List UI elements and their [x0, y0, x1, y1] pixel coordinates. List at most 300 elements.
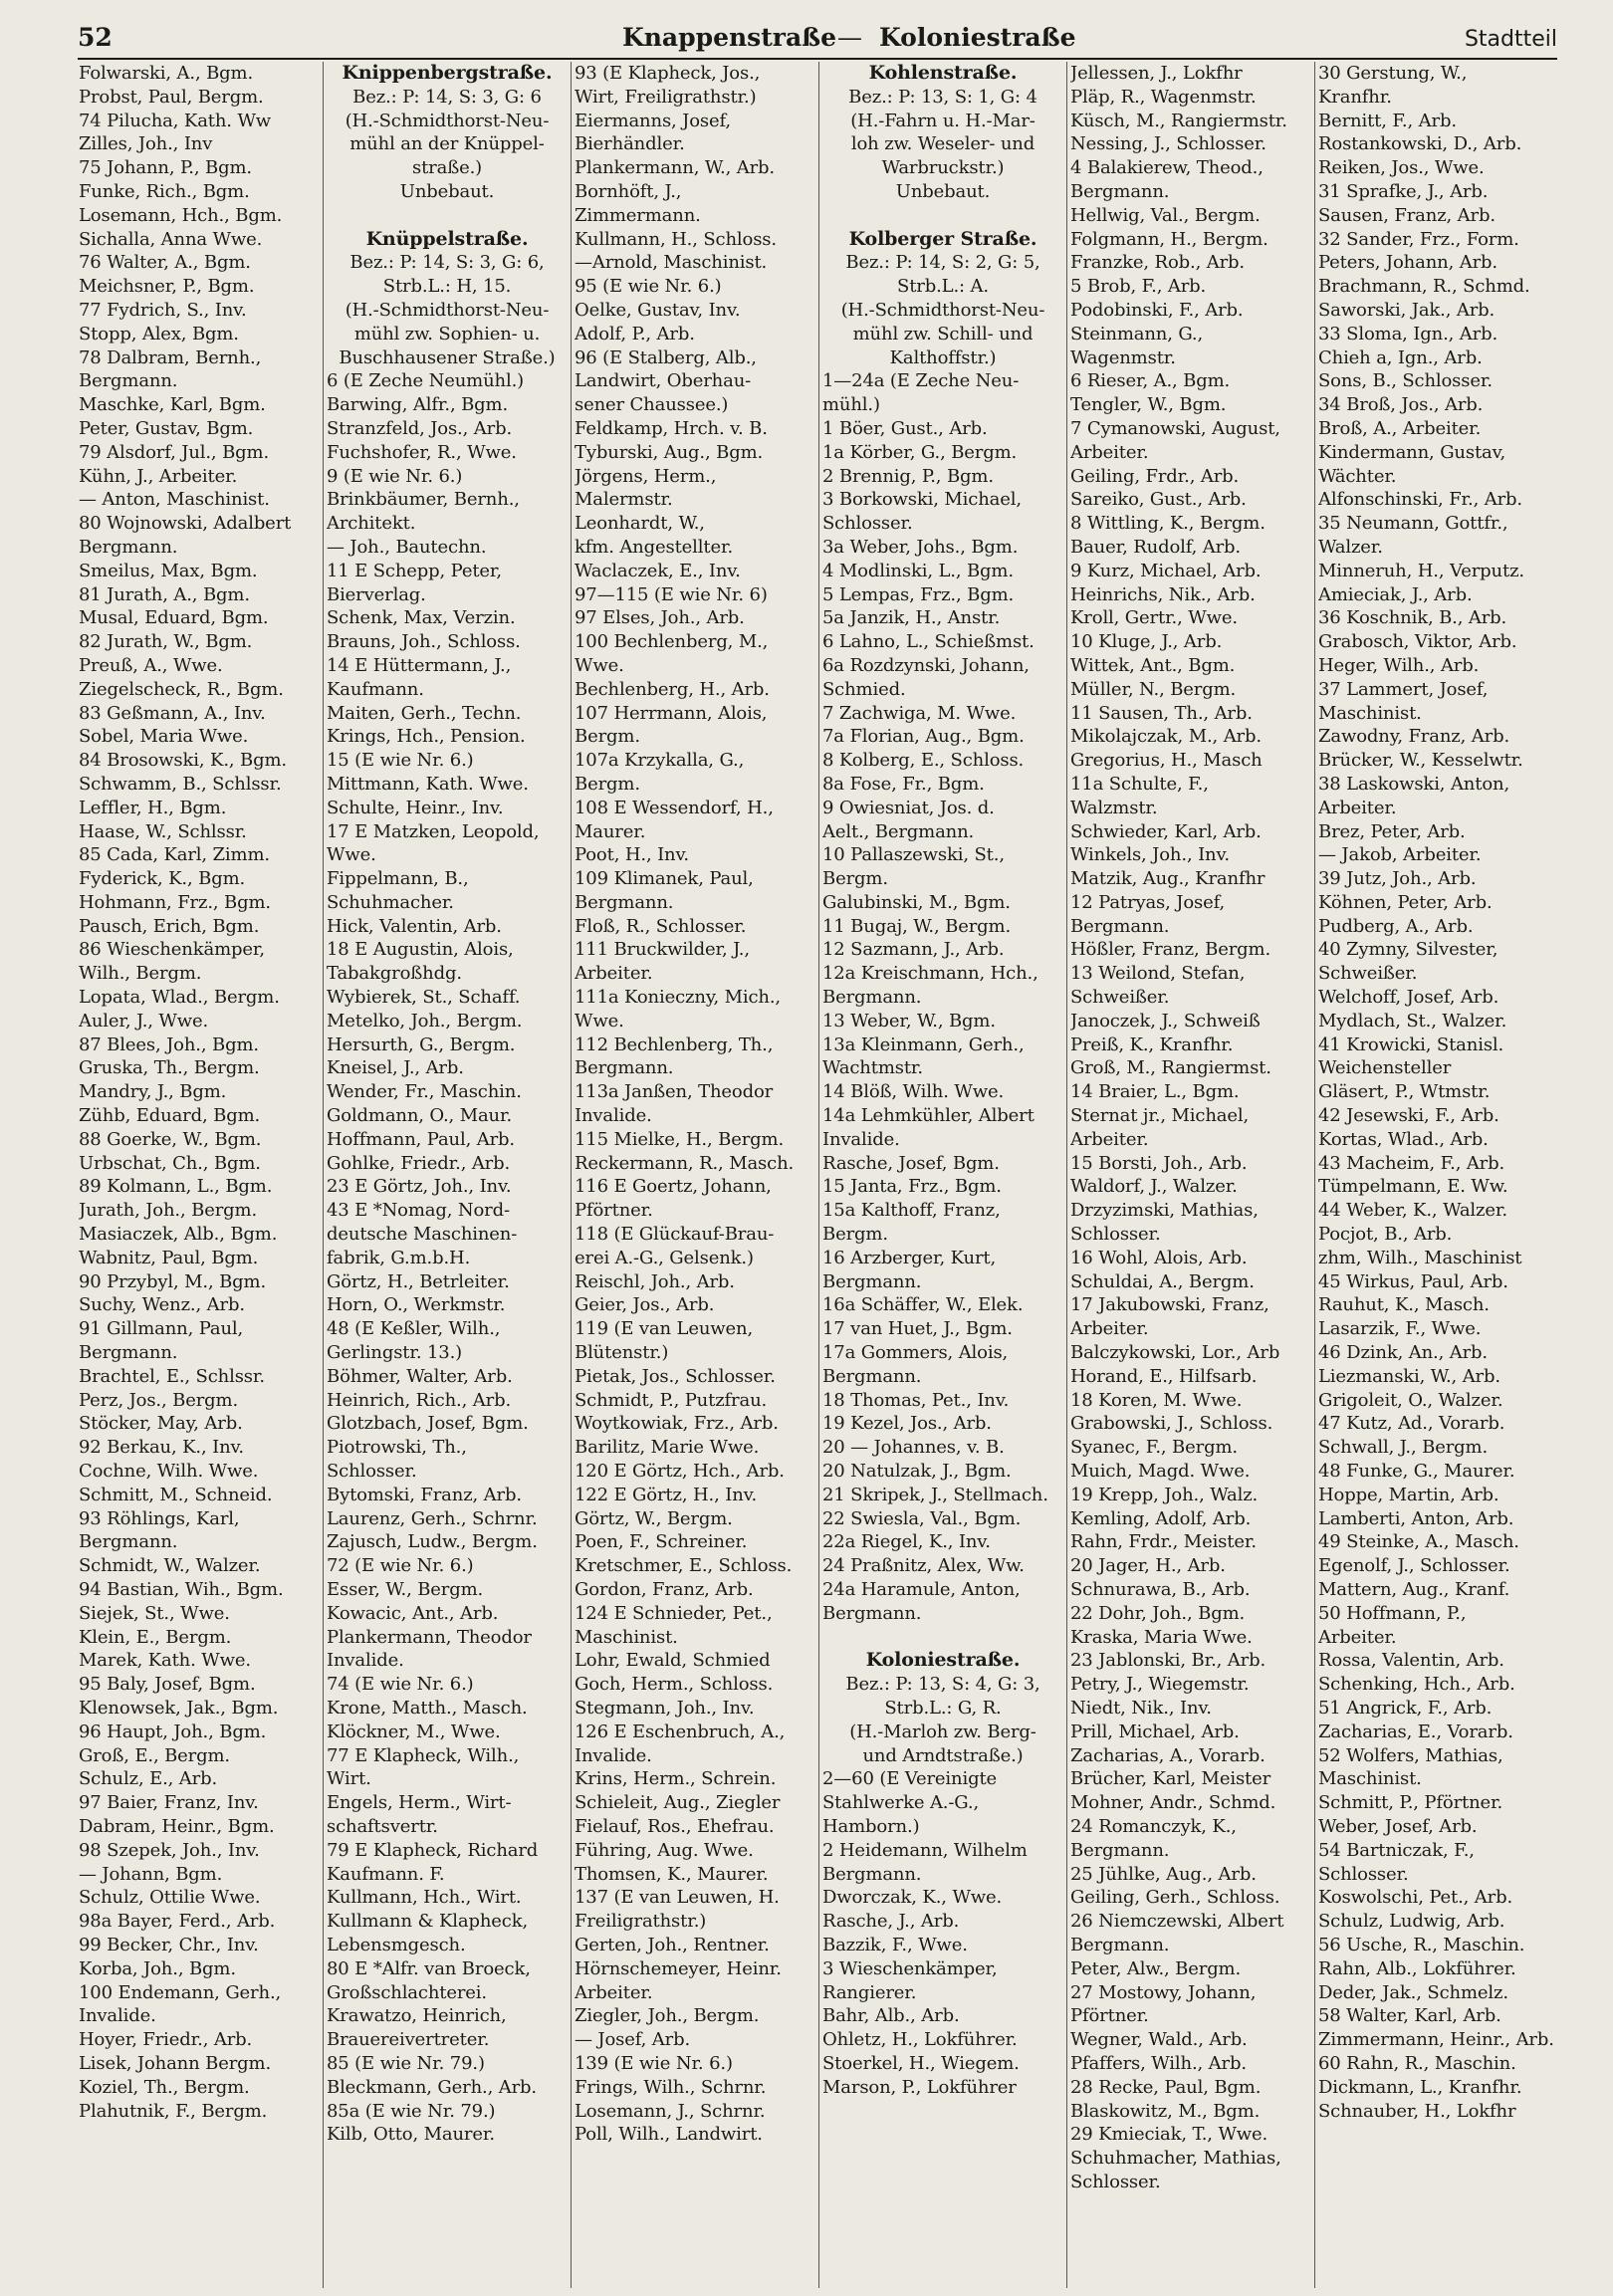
directory-entry: Sternat jr., Michael, [1070, 1105, 1250, 1127]
directory-entry: Schweißer. [1070, 987, 1170, 1009]
directory-entry: 1 Böer, Gust., Arb. [822, 417, 988, 439]
directory-entry: Hößler, Franz, Bergm. [1070, 939, 1271, 961]
directory-entry: 77 E Klapheck, Wilh., [327, 1744, 520, 1766]
directory-entry: Pläp, R., Wagenmstr. [1070, 86, 1257, 108]
street-info: loh zw. Weseler- und [850, 133, 1036, 155]
column-4 [819, 62, 1067, 2288]
directory-entry: 3 Wieschenkämper, [822, 1957, 998, 1979]
directory-entry: Geiling, Frdr., Arb. [1070, 465, 1240, 487]
directory-entry: — Josef, Arb. [575, 2029, 691, 2051]
directory-entry: 16a Schäffer, W., Elek. [822, 1294, 1024, 1316]
directory-entry: Liezmanski, W., Arb. [1318, 1365, 1500, 1387]
directory-entry: 97 Elses, Joh., Arb. [575, 607, 745, 629]
directory-entry: Ziegelscheck, R., Bgm. [79, 678, 284, 700]
street-heading: Knüppelstraße. [365, 227, 529, 250]
directory-entry: Pietak, Jos., Schlosser. [575, 1365, 776, 1387]
directory-entry: Schuldai, A., Bergm. [1070, 1270, 1255, 1292]
directory-entry: Janoczek, J., Schweiß [1070, 1010, 1261, 1032]
directory-entry: 25 Jühlke, Aug., Arb. [1070, 1863, 1257, 1885]
directory-entry: Horn, O., Werkmstr. [327, 1294, 506, 1316]
directory-entry: Reckermann, R., Masch. [575, 1152, 795, 1174]
directory-entry: 3a Weber, Johs., Bgm. [822, 536, 1019, 558]
directory-entry: Mydlach, St., Walzer. [1318, 1010, 1507, 1032]
directory-entry: 22a Riegel, K., Inv. [822, 1531, 991, 1553]
directory-entry: Freiligrathstr.) [575, 1911, 707, 1933]
directory-entry: Bergmann. [1070, 1839, 1170, 1861]
directory-entry: Kretschmer, E., Schloss. [575, 1555, 793, 1577]
street-info: mühl zw. Sophien- u. [353, 323, 541, 344]
street-info: mühl an der Knüppel- [349, 133, 545, 155]
directory-entry: Brücher, Karl, Meister [1070, 1768, 1271, 1790]
directory-entry: Reiken, Jos., Wwe. [1318, 157, 1485, 179]
directory-entry: 11 E Schepp, Peter, [327, 560, 502, 581]
directory-entry: Grabowski, J., Schloss. [1070, 1413, 1273, 1435]
directory-entry: Goch, Herm., Schloss. [575, 1674, 774, 1696]
directory-entry: Kullmann, H., Schloss. [575, 228, 777, 250]
directory-entry: 23 E Görtz, Joh., Inv. [327, 1176, 512, 1198]
street-info: Bez.: P: 14, S: 3, G: 6, [349, 252, 545, 274]
directory-entry: Brauns, Joh., Schloss. [327, 631, 521, 653]
directory-entry: 20 — Johannes, v. B. [822, 1437, 1005, 1459]
directory-entry: Wwe. [575, 654, 624, 676]
directory-entry: Funke, Rich., Bgm. [79, 180, 250, 202]
directory-entry: Steinmann, G., [1070, 323, 1204, 344]
directory-entry: Stahlwerke A.-G., [822, 1792, 980, 1814]
directory-entry: Schulz, Ludwig, Arb. [1318, 1911, 1505, 1933]
directory-entry: Plahutnik, F., Bergm. [79, 2100, 268, 2122]
directory-entry: Kortas, Wlad., Arb. [1318, 1128, 1489, 1150]
directory-entry: 100 Endemann, Gerh., [79, 1981, 282, 2003]
directory-entry: Preiß, K., Kranfhr. [1070, 1033, 1234, 1055]
directory-entry: Kühn, J., Arbeiter. [79, 465, 238, 487]
directory-entry: Brez, Peter, Arb. [1318, 820, 1466, 842]
directory-entry: Gregorius, H., Masch [1070, 750, 1263, 772]
directory-entry: Egenolf, J., Schlosser. [1318, 1555, 1510, 1577]
directory-entry: Sausen, Franz, Arb. [1318, 204, 1496, 226]
directory-entry: Oelke, Gustav, Inv. [575, 299, 741, 321]
directory-entry: Grabosch, Viktor, Arb. [1318, 631, 1517, 653]
directory-entry: Urbschat, Ch., Bgm. [79, 1152, 261, 1174]
street-range-dash: — [837, 23, 862, 52]
directory-entry: Bergm. [822, 1224, 888, 1246]
directory-entry: 15a Kalthoff, Franz, [822, 1200, 1001, 1222]
directory-entry: Kemling, Adolf, Arb. [1070, 1507, 1252, 1529]
directory-entry: Chieh a, Ign., Arb. [1318, 346, 1483, 368]
directory-entry: 84 Brosowski, K., Bgm. [79, 750, 287, 772]
directory-entry: 85a (E wie Nr. 79.) [327, 2100, 496, 2122]
street-info: mühl zw. Schill- und [852, 323, 1034, 344]
directory-entry: 20 Natulzak, J., Bgm. [822, 1461, 1012, 1483]
directory-entry: Kranfhr. [1318, 86, 1392, 108]
directory-entry: 15 (E wie Nr. 6.) [327, 750, 474, 772]
directory-entry: Heinrich, Rich., Arb. [327, 1389, 512, 1411]
directory-entry: Losemann, Hch., Bgm. [79, 204, 283, 226]
directory-entry: Bergmann. [79, 370, 178, 392]
directory-entry: Schmitt, M., Schneid. [79, 1484, 273, 1505]
directory-entry: Lasarzik, F., Wwe. [1318, 1318, 1482, 1340]
directory-entry: Wegner, Wald., Arb. [1070, 2029, 1248, 2051]
directory-entry: Kroll, Gertr., Wwe. [1070, 607, 1238, 629]
directory-entry: Bergmann. [1070, 915, 1170, 937]
directory-entry: Führing, Aug. Wwe. [575, 1839, 754, 1861]
directory-entry: Bergm. [575, 773, 640, 795]
directory-entry: Folwarski, A., Bgm. [79, 63, 254, 84]
directory-columns [76, 62, 1565, 2288]
directory-entry: Peter, Gustav, Bgm. [79, 417, 254, 439]
directory-entry: Zimmermann. [575, 204, 701, 226]
directory-entry: Pudberg, A., Arb. [1318, 915, 1474, 937]
directory-entry: Maschinist. [1318, 1768, 1422, 1790]
street-info: Warbruckstr.) [881, 157, 1005, 179]
street-info: Strb.L.: A. [897, 276, 989, 298]
directory-entry: Rangierer. [822, 1981, 917, 2003]
directory-entry: 19 Kezel, Jos., Arb. [822, 1413, 992, 1435]
directory-entry: 14 Braier, L., Bgm. [1070, 1081, 1240, 1103]
directory-entry: Niedt, Nik., Inv. [1070, 1697, 1212, 1719]
directory-entry: Schnauber, H., Lokfhr [1318, 2100, 1516, 2122]
directory-entry: Bornhöft, J., [575, 180, 682, 202]
directory-entry: 38 Laskowski, Anton, [1318, 773, 1510, 795]
directory-entry: 79 Alsdorf, Jul., Bgm. [79, 441, 270, 463]
directory-entry: Alfonschinski, Fr., Arb. [1318, 489, 1522, 511]
directory-entry: Schwall, J., Bergm. [1318, 1437, 1489, 1459]
directory-entry: Zawodny, Franz, Arb. [1318, 726, 1510, 748]
directory-entry: Rostankowski, D., Arb. [1318, 133, 1522, 155]
column-5 [1067, 62, 1315, 2288]
directory-entry: Barilitz, Marie Wwe. [575, 1437, 760, 1459]
directory-entry: 56 Usche, R., Maschin. [1318, 1934, 1525, 1955]
directory-entry: sener Chaussee.) [575, 394, 729, 416]
directory-entry: Bytomski, Franz, Arb. [327, 1484, 522, 1505]
directory-entry: Hellwig, Val., Bergm. [1070, 204, 1261, 226]
directory-entry: Walzer. [1318, 536, 1383, 558]
directory-entry: 4 Modlinski, L., Bgm. [822, 560, 1014, 581]
directory-entry: Hohmann, Frz., Bgm. [79, 891, 271, 913]
street-info: (H.-Schmidthorst-Neu- [840, 299, 1045, 321]
directory-entry: Invalide. [79, 2005, 156, 2027]
directory-entry: Gerlingstr. 13.) [327, 1342, 463, 1364]
directory-entry: Losemann, J., Schrnr. [575, 2100, 766, 2122]
directory-entry: Tengler, W., Bgm. [1070, 394, 1227, 416]
directory-entry: Architekt. [327, 513, 416, 535]
directory-entry: 3 Borkowski, Michael, [822, 489, 1022, 511]
street-info: (H.-Schmidthorst-Neu- [345, 299, 550, 321]
directory-entry: 85 (E wie Nr. 79.) [327, 2052, 485, 2074]
directory-entry: Franzke, Rob., Arb. [1070, 252, 1245, 274]
directory-entry: Plankermann, Theodor [327, 1626, 532, 1648]
directory-entry: Rauhut, K., Masch. [1318, 1294, 1490, 1316]
directory-entry: Jurath, Joh., Bergm. [79, 1200, 258, 1222]
directory-entry: Arbeiter. [1318, 1626, 1397, 1648]
directory-entry: 119 (E van Leuwen, [575, 1318, 754, 1340]
directory-entry: Wabnitz, Paul, Bgm. [79, 1247, 259, 1268]
directory-entry: Heger, Wilh., Arb. [1318, 654, 1480, 676]
directory-entry: Bechlenberg, H., Arb. [575, 678, 770, 700]
directory-entry: Peters, Johann, Arb. [1318, 252, 1498, 274]
directory-entry: 45 Wirkus, Paul, Arb. [1318, 1270, 1508, 1292]
directory-entry: Eiermanns, Josef, [575, 110, 731, 131]
directory-entry: Glotzbach, Josef, Bgm. [327, 1413, 529, 1435]
directory-entry: 76 Walter, A., Bgm. [79, 252, 251, 274]
street-info: Strb.L.: H, 15. [382, 276, 512, 298]
directory-entry: 27 Mostowy, Johann, [1070, 1981, 1257, 2003]
directory-entry: Wybierek, St., Schaff. [327, 987, 521, 1009]
directory-entry: Landwirt, Oberhau- [575, 370, 752, 392]
directory-entry: Klöckner, M., Wwe. [327, 1721, 501, 1742]
directory-entry: Großschlachterei. [327, 1981, 487, 2003]
directory-entry: Schulte, Heinr., Inv. [327, 797, 504, 818]
directory-entry: Müller, N., Bergm. [1070, 678, 1237, 700]
street-heading: Kohlenstraße. [868, 62, 1018, 84]
directory-entry: Aelt., Bergmann. [822, 820, 975, 842]
directory-entry: Görtz, W., Bergm. [575, 1507, 733, 1529]
directory-entry: Malermstr. [575, 489, 673, 511]
directory-entry: 17a Gommers, Alois, [822, 1342, 1009, 1364]
directory-entry: Wirt, Freiligrathstr.) [575, 86, 757, 108]
directory-entry: Groß, M., Rangiermst. [1070, 1057, 1271, 1079]
directory-entry: Schnurawa, B., Arb. [1070, 1579, 1251, 1600]
directory-entry: Maschke, Karl, Bgm. [79, 394, 266, 416]
directory-entry: 17 van Huet, J., Bgm. [822, 1318, 1013, 1340]
directory-entry: Galubinski, M., Bgm. [822, 891, 1011, 913]
directory-entry: Kindermann, Gustav, [1318, 441, 1506, 463]
directory-entry: Krins, Herm., Schrein. [575, 1768, 777, 1790]
directory-entry: Arbeiter. [1070, 1128, 1149, 1150]
directory-entry: 43 Macheim, F., Arb. [1318, 1152, 1505, 1174]
directory-entry: fabrik, G.m.b.H. [327, 1247, 471, 1268]
directory-entry: Sareiko, Gust., Arb. [1070, 489, 1247, 511]
directory-entry: Böhmer, Walter, Arb. [327, 1365, 513, 1387]
directory-entry: 13 Weilond, Stefan, [1070, 963, 1246, 985]
directory-entry: Schmidt, P., Putzfrau. [575, 1389, 768, 1411]
directory-entry: Maurer. [575, 820, 646, 842]
street-range-start: Knappenstraße [622, 23, 837, 52]
directory-entry: Gohlke, Friedr., Arb. [327, 1152, 511, 1174]
directory-entry: Engels, Herm., Wirt- [327, 1792, 512, 1814]
directory-entry: 23 Jablonski, Br., Arb. [1070, 1650, 1267, 1672]
directory-entry: Stopp, Alex, Bgm. [79, 323, 239, 344]
directory-entry: Schenk, Max, Verzin. [327, 607, 516, 629]
directory-entry: Welchoff, Josef, Arb. [1318, 987, 1499, 1009]
directory-entry: zhm, Wilh., Maschinist [1318, 1247, 1522, 1268]
directory-entry: 8a Fose, Fr., Bgm. [822, 773, 985, 795]
directory-entry: Schulz, Ottilie Wwe. [79, 1887, 261, 1909]
directory-entry: Invalide. [575, 1105, 652, 1127]
directory-entry: 26 Niemczewski, Albert [1070, 1911, 1284, 1933]
directory-entry: Horand, E., Hilfsarb. [1070, 1365, 1258, 1387]
column-3 [572, 62, 819, 2288]
directory-entry: Bierhändler. [575, 133, 685, 155]
directory-entry: 98 Szepek, Joh., Inv. [79, 1839, 260, 1861]
directory-entry: Masiaczek, Alb., Bgm. [79, 1224, 278, 1246]
directory-entry: Brinkbäumer, Bernh., [327, 489, 520, 511]
directory-entry: — Joh., Bautechn. [327, 536, 487, 558]
directory-entry: 4 Balakierew, Theod., [1070, 157, 1264, 179]
directory-entry: 5 Lempas, Frz., Bgm. [822, 583, 1015, 605]
directory-entry: Leffler, H., Bgm. [79, 797, 227, 818]
directory-entry: Gerten, Joh., Rentner. [575, 1934, 770, 1955]
directory-entry: Weber, Josef, Arb. [1318, 1815, 1478, 1837]
directory-entry: Wittek, Ant., Bgm. [1070, 654, 1236, 676]
directory-entry: Mandry, J., Bgm. [79, 1081, 227, 1103]
directory-entry: 81 Jurath, A., Bgm. [79, 583, 250, 605]
directory-entry: 112 Bechlenberg, Th., [575, 1033, 774, 1055]
directory-entry: 19 Krepp, Joh., Walz. [1070, 1484, 1259, 1505]
directory-entry: Blaskowitz, M., Bgm. [1070, 2100, 1261, 2122]
directory-entry: Woytkowiak, Frz., Arb. [575, 1413, 779, 1435]
directory-entry: Gordon, Franz, Arb. [575, 1579, 754, 1600]
directory-entry: 97—115 (E wie Nr. 6) [575, 583, 768, 605]
directory-entry: Winkels, Joh., Inv. [1070, 844, 1230, 866]
directory-entry: Lamberti, Anton, Arb. [1318, 1507, 1514, 1529]
directory-entry: 7 Cymanowski, August, [1070, 417, 1280, 439]
directory-entry: Amieciak, J., Arb. [1318, 583, 1473, 605]
spacer [822, 1626, 1063, 1650]
directory-entry: 17 Jakubowski, Franz, [1070, 1294, 1269, 1316]
directory-entry: 11a Schulte, F., [1070, 773, 1209, 795]
directory-entry: Arbeiter. [575, 963, 653, 985]
directory-entry: Wilh., Bergm. [79, 963, 202, 985]
directory-entry: Suchy, Wenz., Arb. [79, 1294, 245, 1316]
directory-entry: Metelko, Joh., Bergm. [327, 1010, 523, 1032]
directory-entry: 37 Lammert, Josef, [1318, 678, 1489, 700]
directory-entry: 75 Johann, P., Bgm. [79, 157, 252, 179]
directory-entry: Walzmstr. [1070, 797, 1158, 818]
directory-entry: 9 Owiesniat, Jos. d. [822, 797, 995, 818]
directory-entry: Bergm. [822, 868, 888, 890]
directory-entry: Tyburski, Aug., Bgm. [575, 441, 764, 463]
directory-entry: Tabakgroßhdg. [327, 963, 462, 985]
directory-entry: — Johann, Bgm. [79, 1863, 223, 1885]
directory-entry: 24 Praßnitz, Alex, Ww. [822, 1555, 1025, 1577]
directory-entry: 15 Janta, Frz., Bgm. [822, 1176, 1002, 1198]
directory-entry: Bergmann. [575, 1057, 674, 1079]
directory-entry: Leonhardt, W., [575, 513, 705, 535]
directory-entry: Wwe. [575, 1010, 624, 1032]
page-number: 52 [78, 23, 113, 52]
directory-entry: 30 Gerstung, W., [1318, 63, 1468, 84]
directory-entry: Zacharias, A., Vorarb. [1070, 1744, 1266, 1766]
directory-entry: Tümpelmann, E. Ww. [1318, 1176, 1508, 1198]
directory-entry: 9 (E wie Nr. 6.) [327, 465, 463, 487]
directory-entry: 51 Angrick, F., Arb. [1318, 1697, 1493, 1719]
directory-entry: Ohletz, H., Lokführer. [822, 2029, 1018, 2051]
directory-entry: 2—60 (E Vereinigte [822, 1768, 998, 1790]
spacer [822, 204, 1063, 228]
directory-entry: Kilb, Otto, Maurer. [327, 2124, 495, 2146]
directory-entry: 9 Kurz, Michael, Arb. [1070, 560, 1262, 581]
directory-entry: Küsch, M., Rangiermstr. [1070, 110, 1287, 131]
directory-entry: Köhnen, Peter, Arb. [1318, 891, 1493, 913]
directory-entry: Bierverlag. [327, 583, 426, 605]
directory-entry: 95 (E wie Nr. 6.) [575, 276, 722, 298]
directory-entry: Koziel, Th., Bergm. [79, 2076, 250, 2098]
directory-entry: 118 (E Glückauf-Brau- [575, 1224, 775, 1246]
directory-entry: Geier, Jos., Arb. [575, 1294, 715, 1316]
directory-entry: Zacharias, E., Vorarb. [1318, 1721, 1513, 1742]
directory-entry: 72 (E wie Nr. 6.) [327, 1555, 474, 1577]
street-info: (H.-Fahrn u. H.-Mar- [850, 110, 1036, 131]
directory-entry: 39 Jutz, Joh., Arb. [1318, 868, 1477, 890]
directory-entry: Bergm. [575, 726, 640, 748]
directory-entry: Prill, Michael, Arb. [1070, 1721, 1240, 1742]
directory-entry: Schlosser. [327, 1461, 417, 1483]
directory-entry: Mittmann, Kath. Wwe. [327, 773, 529, 795]
directory-entry: Adolf, P., Arb. [575, 323, 695, 344]
directory-entry: 95 Baly, Josef, Bgm. [79, 1674, 256, 1696]
directory-entry: 48 Funke, G., Maurer. [1318, 1461, 1515, 1483]
directory-entry: 8 Wittling, K., Bergm. [1070, 513, 1266, 535]
page-header [78, 18, 1557, 60]
directory-entry: 10 Pallaszewski, St., [822, 844, 1005, 866]
directory-entry: Bergmann. [1070, 1934, 1170, 1955]
directory-entry: Musal, Eduard, Bgm. [79, 607, 269, 629]
directory-entry: Nessing, J., Schlosser. [1070, 133, 1267, 155]
street-info: Bez.: P: 14, S: 3, G: 6 [352, 86, 542, 108]
directory-entry: Schenking, Hch., Arb. [1318, 1674, 1515, 1696]
directory-entry: Rasche, J., Arb. [822, 1911, 960, 1933]
directory-entry: 7 Zachwiga, M. Wwe. [822, 702, 1017, 724]
directory-entry: 31 Sprafke, J., Arb. [1318, 180, 1489, 202]
directory-entry: 15 Borsti, Joh., Arb. [1070, 1152, 1248, 1174]
directory-entry: schaftsvertr. [327, 1815, 438, 1837]
directory-entry: Arbeiter. [575, 1981, 653, 2003]
directory-entry: Pförtner. [1070, 2005, 1149, 2027]
directory-entry: Poll, Wilh., Landwirt. [575, 2124, 763, 2146]
directory-entry: Marson, P., Lokführer [822, 2076, 1017, 2098]
directory-entry: Lisek, Johann Bergm. [79, 2052, 272, 2074]
directory-entry: Poot, H., Inv. [575, 844, 689, 866]
directory-entry: 97 Baier, Franz, Inv. [79, 1792, 259, 1814]
directory-entry: 2 Heidemann, Wilhelm [822, 1839, 1028, 1861]
column-6 [1315, 62, 1563, 2288]
directory-entry: 96 (E Stalberg, Alb., [575, 346, 757, 368]
directory-entry: 11 Bugaj, W., Bergm. [822, 915, 1012, 937]
directory-entry: 6a Rozdzynski, Johann, [822, 654, 1030, 676]
directory-entry: Bergmann. [822, 1365, 922, 1387]
directory-entry: Ziegler, Joh., Bergm. [575, 2005, 760, 2027]
directory-entry: Peter, Alw., Bergm. [1070, 1957, 1242, 1979]
directory-entry: Schwamm, B., Schlssr. [79, 773, 282, 795]
directory-entry: Bergmann. [822, 1270, 922, 1292]
directory-entry: 24a Haramule, Anton, [822, 1579, 1021, 1600]
directory-entry: Kaufmann. [327, 678, 424, 700]
directory-entry: 22 Swiesla, Val., Bgm. [822, 1507, 1022, 1529]
directory-entry: Reischl, Joh., Arb. [575, 1270, 735, 1292]
spacer [327, 204, 568, 228]
directory-entry: Schulz, E., Arb. [79, 1768, 218, 1790]
directory-entry: Fuchshofer, R., Wwe. [327, 441, 517, 463]
directory-entry: Stoerkel, H., Wiegem. [822, 2052, 1020, 2074]
directory-entry: 18 Koren, M. Wwe. [1070, 1389, 1243, 1411]
directory-entry: 93 (E Klapheck, Jos., [575, 63, 761, 84]
street-info: Unbebaut. [895, 180, 991, 202]
street-info: straße.) [411, 157, 483, 179]
directory-entry: Muich, Magd. Wwe. [1070, 1461, 1251, 1483]
street-info: (H.-Marloh zw. Berg- [849, 1721, 1037, 1742]
directory-entry: 2 Brennig, P., Bgm. [822, 465, 994, 487]
directory-entry: 92 Berkau, K., Inv. [79, 1437, 245, 1459]
directory-entry: Kullmann, Hch., Wirt. [327, 1887, 522, 1909]
directory-entry: Brachmann, R., Schmd. [1318, 276, 1530, 298]
directory-entry: 115 Mielke, H., Bergm. [575, 1128, 785, 1150]
directory-entry: 99 Becker, Chr., Inv. [79, 1934, 259, 1955]
street-info: Bez.: P: 13, S: 1, G: 4 [848, 86, 1037, 108]
directory-entry: Maiten, Gerh., Techn. [327, 702, 522, 724]
directory-entry: Syanec, F., Bergm. [1070, 1437, 1238, 1459]
directory-entry: Schlosser. [822, 513, 913, 535]
directory-entry: Schmied. [822, 678, 906, 700]
